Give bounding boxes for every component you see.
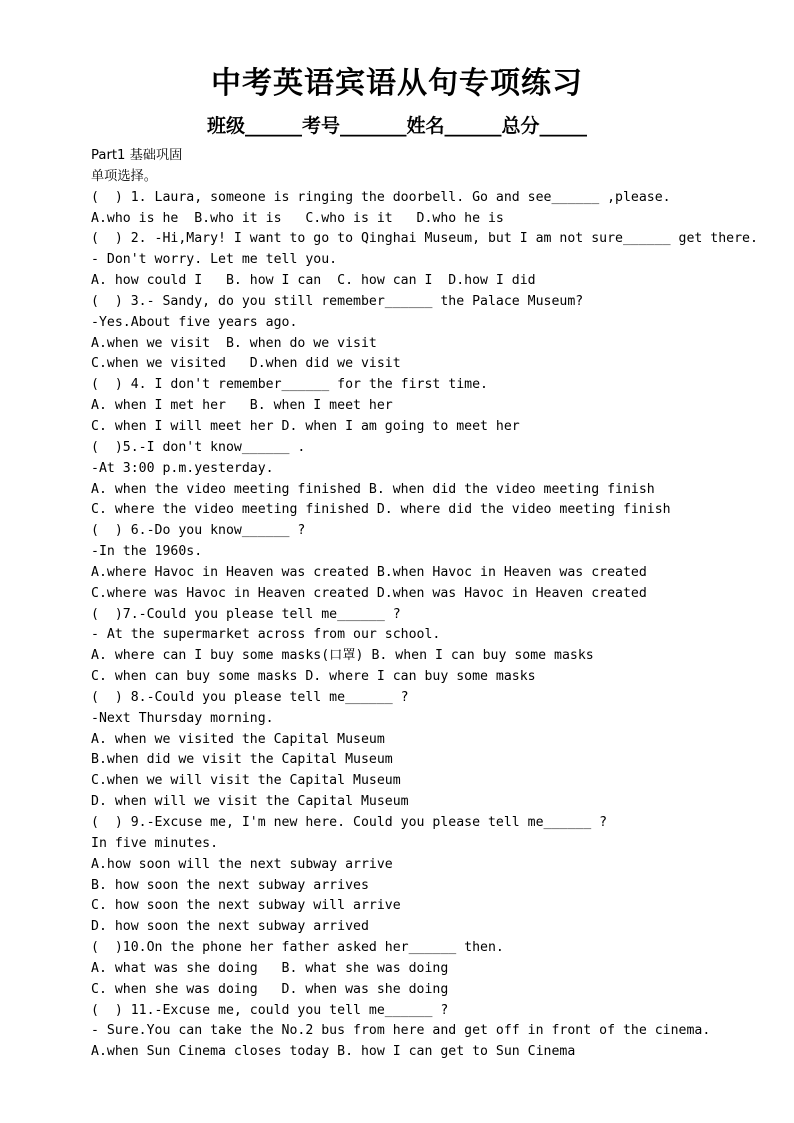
exercise-line: A. where can I buy some masks(口罩) B. when I can buy some masks — [91, 648, 594, 664]
exercise-line: - At the supermarket across from our school. — [91, 627, 441, 643]
exercise-line: B. how soon the next subway arrives — [91, 877, 369, 893]
exercise-line: ( ) 6.-Do you know______ ? — [91, 523, 306, 539]
exercise-line: - Sure.You can take the No.2 bus from here and get off in front of the cinema. — [91, 1023, 711, 1039]
exercise-line: A. what was she doing B. what she was doing — [91, 960, 449, 976]
exercise-line: ( )10.On the phone her father asked her______ then. — [91, 940, 504, 956]
exercise-line: B.when did we visit the Capital Museum — [91, 752, 393, 768]
exercise-line: C. where the video meeting finished D. where did the video meeting finish — [91, 502, 671, 518]
exercise-line: ( ) 1. Laura, someone is ringing the doorbell. Go and see______ ,please. — [91, 189, 671, 205]
exercise-line: A. when we visited the Capital Museum — [91, 731, 385, 747]
exercise-line: C.when we visited D.when did we visit — [91, 356, 401, 372]
exercise-line: -In the 1960s. — [91, 544, 203, 560]
exercise-line: A. when the video meeting finished B. when did the video meeting finish — [91, 481, 655, 497]
exercise-line: ( )7.-Could you please tell me______ ? — [91, 606, 401, 622]
exercise-line: C. how soon the next subway will arrive — [91, 898, 401, 914]
exercise-line: ( ) 9.-Excuse me, I'm new here. Could you please tell me______ ? — [91, 815, 608, 830]
exercise-line: A.how soon will the next subway arrive — [91, 856, 393, 872]
exercise-line: -Yes.About five years ago. — [91, 314, 298, 330]
worksheet-title: 中考英语宾语从句专项练习 — [211, 66, 583, 101]
exercise-line: C. when she was doing D. when was she doing — [91, 981, 449, 997]
exercise-line: C. when can buy some masks D. where I can buy some masks — [91, 669, 536, 685]
exercise-line: ( )5.-I don't know______ . — [91, 439, 306, 455]
exercise-line: -At 3:00 p.m.yesterday. — [91, 460, 274, 476]
section-instruction: 单项选择。 — [91, 168, 157, 184]
exercise-line: ( ) 11.-Excuse me, could you tell me______ ? — [91, 1002, 449, 1018]
student-info-line: 班级______考号_______姓名______总分_____ — [206, 115, 587, 137]
exercise-line: In five minutes. — [91, 835, 219, 851]
exercise-line: A.who is he B.who it is C.who is it D.who he is — [91, 210, 504, 226]
exercise-line: A. when I met her B. when I meet her — [91, 398, 393, 414]
exercise-line: A.when we visit B. when do we visit — [91, 335, 377, 351]
exercise-line: C.where was Havoc in Heaven created D.when was Havoc in Heaven created — [91, 585, 647, 601]
exercise-line: ( ) 8.-Could you please tell me______ ? — [91, 689, 409, 705]
exercise-line: - Don't worry. Let me tell you. — [91, 252, 338, 268]
exercise-line: C.when we will visit the Capital Museum — [91, 773, 401, 789]
exercise-line: ( ) 4. I don't remember______ for the first time. — [91, 377, 488, 393]
exercise-line: A.when Sun Cinema closes today B. how I can get to Sun Cinema — [91, 1044, 576, 1060]
section-heading: Part1 基础巩固 — [91, 148, 183, 163]
exercise-line: A.where Havoc in Heaven was created B.when Havoc in Heaven was created — [91, 564, 647, 580]
exercise-content — [91, 146, 771, 1063]
exercise-line: D. how soon the next subway arrived — [91, 919, 369, 935]
exercise-line: ( ) 3.- Sandy, do you still remember______ the Palace Museum? — [91, 293, 584, 309]
exercise-line: A. how could I B. how I can C. how can I D.how I did — [91, 273, 536, 289]
exercise-line: -Next Thursday morning. — [91, 710, 274, 726]
exercise-line: D. when will we visit the Capital Museum — [91, 794, 409, 810]
exercise-line: C. when I will meet her D. when I am going to meet her — [91, 418, 520, 434]
exercise-line: ( ) 2. -Hi,Mary! I want to go to Qinghai Museum, but I am not sure______ get there. — [91, 231, 758, 247]
